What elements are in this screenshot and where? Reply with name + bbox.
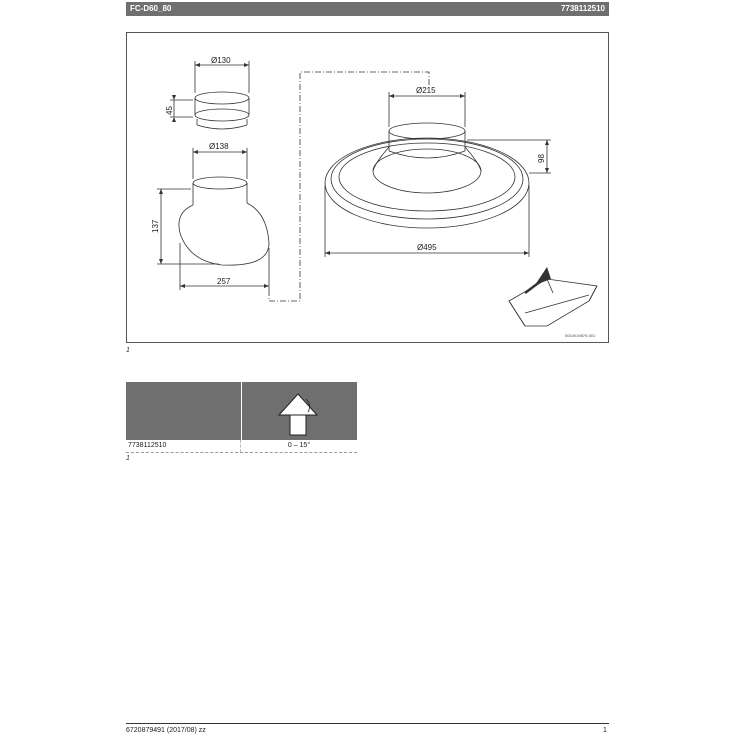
assembly-connector xyxy=(269,72,429,301)
package-box-icon xyxy=(509,279,597,326)
adapter-ring-sides xyxy=(195,98,249,115)
technical-drawing xyxy=(126,32,609,343)
dim-d495: Ø495 xyxy=(417,243,437,252)
table-row xyxy=(126,440,357,453)
dim-d215: Ø215 xyxy=(416,86,436,95)
table-cell-angle: 0 – 15° xyxy=(287,442,311,449)
flashing-collar-top xyxy=(389,123,465,139)
table-header-blank xyxy=(126,382,242,440)
table-header xyxy=(126,382,357,440)
dim-h45: 45 xyxy=(165,106,174,115)
flashing-outer xyxy=(325,138,529,228)
footer-doc-number: 6720879491 (2017/08) zz xyxy=(126,727,206,734)
dim-d130: Ø130 xyxy=(211,56,231,65)
table-header-roof xyxy=(242,382,357,440)
footer-page-number: 1 xyxy=(603,727,607,734)
adapter-ring-bottom xyxy=(195,109,249,121)
figure-note: 1 xyxy=(126,347,130,354)
dim-h137: 137 xyxy=(151,219,160,233)
footer-divider xyxy=(126,723,609,724)
dim-h98: 98 xyxy=(537,154,546,163)
header-bar xyxy=(126,2,609,16)
adapter-ring-top xyxy=(195,92,249,104)
dim-w257: 257 xyxy=(217,277,231,286)
article-number: 7738112510 xyxy=(560,4,605,13)
figure-code: 0010019879-001 xyxy=(565,333,596,338)
sleeve-body xyxy=(179,203,269,265)
product-table xyxy=(126,382,357,453)
table-cell-article: 7738112510 xyxy=(126,440,241,452)
roof-pitch-icon xyxy=(242,382,357,440)
sleeve-top xyxy=(193,177,247,189)
dim-d138: Ø138 xyxy=(209,142,229,151)
table-note: 1 xyxy=(126,455,130,462)
model-title: FC-D60_80 xyxy=(130,4,172,13)
drawing-svg xyxy=(127,33,610,344)
